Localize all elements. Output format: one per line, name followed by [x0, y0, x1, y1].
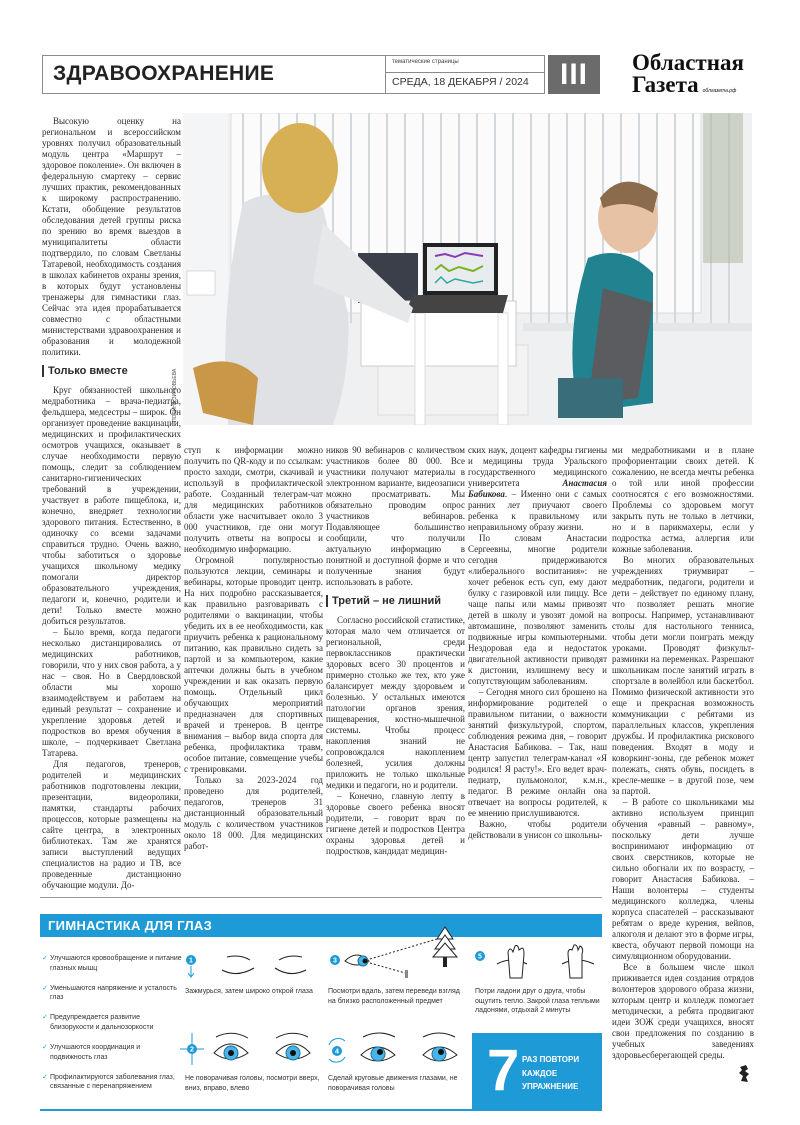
article-column-5 — [612, 445, 754, 1061]
infographic-bottom-rule — [40, 1109, 602, 1111]
paragraph: Важно, чтобы родители действовали в унисон со школьны- — [468, 819, 607, 840]
divider — [40, 897, 602, 898]
exercise-5-text: Потри ладони друг о друга, чтобы ощутить тепло. Закрой глаза теплыми ладонями, отдыхай 2 минуты — [475, 988, 600, 1014]
article-column-1 — [42, 116, 181, 891]
check-icon: ✓ — [42, 1014, 48, 1022]
benefits-list — [42, 954, 182, 1102]
paragraph: По словам Анастасии Сергеевны, многие родители сегодня придерживаются «либерального воспитания»: не хочет ребенок есть суп, ему дают булку с газировкой или пиццу. Все чаще папы или мамы привозят детей в школу и увозят домой на автомашине, позволяют заменить подвижные игры компьютерными. Нездоровая еда и недостаток двигательной активности приводят к дистонии, излишнему весу и сопутствующим заболеваниям. — [468, 533, 607, 686]
logo-line2: Газета — [632, 72, 699, 97]
article-column-2 — [184, 445, 323, 852]
paragraph: Для педагогов, тренеров, родителей и медицинских работников подготовлены лекции, презентации, видеоролики, памятки, стандарты рабочих процессов, которые размещены на сайте центра, в электронных библиотеках. Там же хранятся записи выступлений ведущих специалистов на радио и ТВ, все проведенные дистанционно обучающие модули. До- — [42, 759, 181, 890]
exercise-2-text: Не поворачивая головы, посмотри вверх, вниз, вправо, влево — [185, 1075, 320, 1092]
eye-near-far-icon — [325, 925, 465, 980]
subheading: Третий – не лишний — [326, 595, 465, 607]
paragraph: Во многих образовательных учреждениях триумвират – медработник, педагоги, родители и дети – действует по единому плану, что позволяет решать многие вопросы. Например, устанавливают столы для настольного тенниса, чтобы дети могли поиграть между уроками. Проводят физкульт-разминки на переменках. Разрешают школьникам после занятий играть в спортзале в волейбол или баскетбол. Помимо физической активности это еще и прекрасная возможность коммуникации с ребятами из параллельных классов, укрепления дружбы. И профилактика рискового поведения. Входят в моду и коворкинг-зоны, где ребенок может полежать, снять обувь, посидеть в кресле-мешке – в другой позе, чем за партой. — [612, 555, 754, 796]
benefit-item — [42, 1043, 182, 1062]
photo-credit: ПОЛИНА ЗИНОВЬЕВА — [172, 368, 178, 422]
article-column-4 — [468, 445, 607, 841]
benefit-item — [42, 1073, 182, 1092]
coat-of-arms-icon — [738, 1065, 750, 1083]
issue-date: СРЕДА, 18 ДЕКАБРЯ / 2024 — [392, 76, 529, 88]
subheading: Только вместе — [42, 365, 181, 377]
benefit-text: Улучшаются кровообращение и питание глазных мышц — [50, 955, 182, 972]
check-icon: ✓ — [42, 1073, 48, 1081]
exercise-3-text: Посмотри вдаль, затем переведи взгляд на близко расположенный предмет — [328, 988, 460, 1005]
paragraph: – В работе со школьниками мы активно используем принцип обучения «равный – равному», поскольку дети лучше воспринимают информацию от своих сверстников, которые не сильно обогнали их по возрасту, – говорит Анастасия Бабикова. – Наши волонтеры – студенты медицинского колледжа, члены корпуса спасателей – рассказывают ребятам о вреде курения, вейпов, алкоголя и делают это в форме игры, квеста, обучают первой помощи на симуляционном оборудовании. — [612, 797, 754, 961]
repeat-callout — [472, 1033, 602, 1110]
benefit-text: Предупреждается развитие близорукости и дальнозоркости — [50, 1014, 154, 1031]
palms-over-eyes-icon — [472, 942, 602, 982]
paragraph: Согласно российской статистике, которая мало чем отличается от региональной, среди первоклассников практически здоровых всего 30 процентов и примерно столько же тех, кто уже балансирует между здоровьем и болезнью. У остальных имеются патологии органов зрения, пищеварения, костно-мышечной системы. Чтобы процесс накопления знаний не сопровождался накоплением болезней, усилия должны приложить не только школьные медики и педагоги, но и родители. — [326, 615, 465, 790]
benefit-item — [42, 1013, 182, 1032]
expert-name: Анастасия Бабикова — [468, 478, 607, 499]
benefit-text: Улучшаются координация и подвижность глаз — [50, 1044, 141, 1061]
infographic-title: ГИМНАСТИКА ДЛЯ ГЛАЗ — [40, 914, 602, 937]
closed-eyes-icon — [182, 952, 312, 982]
paragraph — [468, 445, 607, 533]
page-header — [42, 55, 545, 94]
benefit-text: Профилактируются заболевания глаз, связанные с перенапряжением — [50, 1073, 175, 1091]
benefit-item — [42, 954, 182, 973]
step-number: 3 — [333, 957, 337, 965]
step-number: 4 — [335, 1048, 339, 1056]
header-info — [385, 56, 545, 93]
page-number: III — [548, 55, 600, 94]
paragraph: Огромной популярностью пользуются лекции, семинары и вебинары, которые проводит центр. На них подробно рассказывается, как правильно разговаривать с родителями о вакцинации, чтобы убедить их в ее необходимости, как приучить ребенка к рациональному питанию, как правильно сидеть за партой и за компьютером, какие аптечки должны быть в учебном учреждении и как оказать первую помощь. Отдельный цикл обучающих мероприятий предназначен для спортивных врачей и тренеров. В центре внимания – выбор вида спорта для ребенка, профилактика травм, особое питание, совмещение учебы с тренировками. — [184, 555, 323, 774]
article-photo — [183, 113, 752, 425]
paragraph: ников 90 вебинаров с количеством участников более 80 000. Все участники получают материалы в электронном варианте, видеозаписи можно просматривать. Мы обязательно проводим опрос участников вебинаров. Подавляющее большинство сообщили, что получили актуальную информацию в понятной и доступной форме и что полученные знания будут использовать в работе. — [326, 445, 465, 587]
paragraph: Все в большем числе школ приживается идея создания отрядов волонтеров здорового образа жизни, которым центр и колледж помогает методически, а ребята продвигают идеи ЗОЖ среди учащихся, вносят свои предложения по созданию в учебных заведениях здоровьесберегающей среды. — [612, 962, 754, 1060]
text: ских наук, доцент кафедры гигиены и медицины труда Уральского государственного медицинского университета — [468, 445, 607, 488]
newspaper-logo — [632, 52, 744, 96]
logo-line1: Областная — [632, 50, 744, 75]
benefit-text: Уменьшаются напряжение и усталость глаз — [50, 984, 177, 1002]
article-column-3 — [326, 445, 465, 857]
repeat-text: РАЗ ПОВТОРИ КАЖДОЕ УПРАЖНЕНИЕ — [522, 1055, 580, 1091]
check-icon: ✓ — [42, 955, 48, 962]
logo-site: облгазета.рф — [702, 88, 737, 94]
exercise-4-text: Сделай круговые движения глазами, не поворачивая головы — [328, 1075, 458, 1092]
paragraph: ми медработниками и в плане профориентации своих детей. К сожалению, не всегда мечты ребенка о той или иной профессии соотносятся с его возможностями. Проблемы со здоровьем могут закрыть путь не только в летчики, но и в парикмахеры, если у подростка астма, аллергия или кожные заболевания. — [612, 445, 754, 554]
paragraph: Круг обязанностей школьного медработника – врача-педиатра, фельдшера, медсестры – широк. Он организует проведение вакцинации, медицинских и профилактических осмотров учащихся, оказывает в случае необходимости первую помощь, следит за соблюдением санитарно-гигиенических требований в учреждении, участвует в работе пищеблока, и, конечно, внедряет технологии здорового питания. Естественно, в одиночку со всеми задачами справиться трудно. Очень важно, чтобы заботиться о здоровье учащихся школьному медику помогали директор образовательного учреждения, педагоги и, конечно, родители и дети! Только вместе можно добиться результатов. — [42, 385, 181, 626]
check-icon: ✓ — [42, 984, 48, 992]
eyes-circular-motion-icon — [325, 1029, 465, 1069]
step-number: 2 — [190, 1046, 194, 1054]
step-number: 5 — [478, 953, 482, 961]
paragraph: – Сегодня много сил брошено на информирование родителей о правильном питании, о важности занятий физкультурой, спортом, соблюдения режима дня, – говорит Анастасия Бабикова. – Так, наш центр запустил телеграм-канал «Я родился! Я расту!». Его ведет врач-педиатр, пульмонолог, к.м.н., педагог. В режиме онлайн она отвечает на вопросы родителей, к ее мнению прислушиваются. — [468, 687, 607, 818]
check-icon: ✓ — [42, 1044, 48, 1052]
exercise-1-text: Зажмурься, затем широко открой глаза — [185, 988, 313, 995]
paragraph: – Конечно, главную лепту в здоровье своего ребенка вносят родители, – говорит врач по гигиене детей и подростков Центра охраны здоровья детей и подростков, кандидат медицин- — [326, 791, 465, 856]
paragraph: ступ к информации можно получить по QR-коду и по ссылкам: просто заходи, смотри, скачивай и используй в профилактической работе. Созданный телеграм-чат для медицинских работников области уже насчитывает около 3 000 участников, где они могут получить ответы на вопросы и необходимую информацию. — [184, 445, 323, 554]
eyes-look-directions-icon — [178, 1029, 318, 1069]
step-number: 1 — [189, 957, 193, 965]
paragraph: – Было время, когда педагоги несколько дистанцировались от медицинских работников, говорили, что у них своя работа, а у нас – своя. Но в Свердловской области мы хорошо взаимодействуем и работаем на единый результат – сохранение и укрепление здоровья детей и подростков во время обучения в школе, – подчеркивает Светлана Татарева. — [42, 627, 181, 758]
section-label: тематические страницы — [386, 56, 545, 73]
rubric-title: ЗДРАВООХРАНЕНИЕ — [53, 62, 275, 85]
text: . – Именно они с самых ранних лет приучают своего ребенка к правильному или неправильному образу жизни. — [468, 489, 607, 532]
paragraph: Высокую оценку на региональном и всероссийском уровнях получил образовательный модуль центра «Маршрут – здоровое поколение». Он включен в федеральную смартеку – сервис лучших практик, рекомендованных к широкому распространению. Кстати, обобщение результатов обследования детей группы риска по зрению во время выездов в муниципалитеты области подтвердило, по словам Светланы Татаревой, необходимость создания в школах кабинетов охраны зрения, в которых будут установлены тренажеры для гимнастики глаз. Сейчас эта идея прорабатывается совместно с областными министерствами здравоохранения и образования и молодежной политики. — [42, 116, 181, 357]
benefit-item — [42, 984, 182, 1003]
repeat-number: 7 — [487, 1038, 520, 1103]
paragraph: Только за 2023-2024 год проведено для родителей, педагогов, тренеров 31 дистанционный образовательный модуль с количеством участников около 18 000. Для медицинских работ- — [184, 775, 323, 851]
